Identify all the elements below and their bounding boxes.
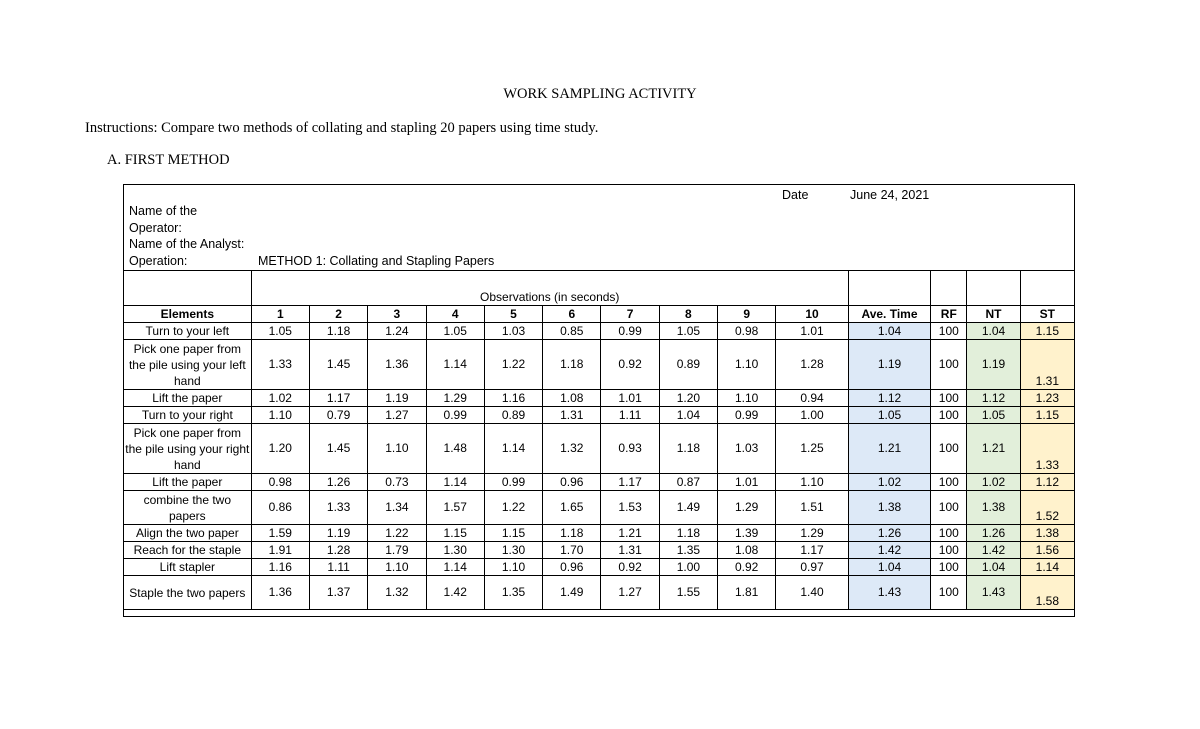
ave-time-cell: 1.05 (848, 407, 930, 424)
nt-cell: 1.04 (967, 323, 1020, 340)
observation-cell: 0.85 (543, 323, 601, 340)
observation-cell: 1.22 (484, 491, 542, 525)
column-header: 6 (543, 306, 601, 323)
column-header: Ave. Time (848, 306, 930, 323)
ave-time-cell: 1.02 (848, 474, 930, 491)
instructions-text: Instructions: Compare two methods of collating and stapling 20 papers using time study. (85, 120, 599, 136)
observation-cell: 0.99 (426, 407, 484, 424)
column-header: 10 (776, 306, 848, 323)
column-header: 2 (309, 306, 367, 323)
st-cell: 1.33 (1020, 424, 1074, 474)
table-row (124, 576, 1075, 610)
st-cell: 1.15 (1020, 407, 1074, 424)
time-study-form (123, 184, 1075, 617)
st-cell: 1.52 (1020, 491, 1074, 525)
observation-cell: 1.40 (776, 576, 848, 610)
element-cell: Align the two paper (124, 525, 252, 542)
observation-cell: 0.96 (543, 474, 601, 491)
element-cell: Turn to your right (124, 407, 252, 424)
observation-cell: 1.10 (718, 340, 776, 390)
operation-value: METHOD 1: Collating and Stapling Papers (258, 254, 495, 268)
observation-cell: 1.15 (484, 525, 542, 542)
observation-cell: 0.94 (776, 390, 848, 407)
observation-cell: 0.99 (484, 474, 542, 491)
observation-cell: 1.81 (718, 576, 776, 610)
nt-cell: 1.12 (967, 390, 1020, 407)
observation-cell: 1.14 (484, 424, 542, 474)
observation-cell: 1.08 (543, 390, 601, 407)
observation-cell: 0.87 (659, 474, 717, 491)
observation-cell: 1.21 (601, 525, 659, 542)
nt-cell: 1.04 (967, 559, 1020, 576)
st-cell: 1.31 (1020, 340, 1074, 390)
blank-cell (967, 271, 1020, 306)
observation-cell: 1.01 (601, 390, 659, 407)
observation-cell: 1.31 (601, 542, 659, 559)
observation-cell: 1.10 (718, 390, 776, 407)
blank-cell (124, 271, 252, 306)
rf-cell: 100 (931, 474, 967, 491)
observation-cell: 1.16 (251, 559, 309, 576)
column-header: Elements (124, 306, 252, 323)
st-cell: 1.15 (1020, 323, 1074, 340)
nt-cell: 1.26 (967, 525, 1020, 542)
table-title-row (124, 271, 1075, 306)
observation-cell: 1.26 (309, 474, 367, 491)
observation-cell: 1.29 (718, 491, 776, 525)
table-row (124, 340, 1075, 390)
rf-cell: 100 (931, 340, 967, 390)
observation-cell: 1.22 (484, 340, 542, 390)
observation-cell: 1.57 (426, 491, 484, 525)
table-row (124, 525, 1075, 542)
observation-cell: 0.86 (251, 491, 309, 525)
observation-cell: 1.35 (484, 576, 542, 610)
observation-cell: 1.59 (251, 525, 309, 542)
observation-cell: 0.89 (659, 340, 717, 390)
observation-cell: 0.93 (601, 424, 659, 474)
observation-cell: 1.28 (776, 340, 848, 390)
nt-cell: 1.05 (967, 407, 1020, 424)
observation-cell: 1.33 (309, 491, 367, 525)
observation-cell: 1.00 (776, 407, 848, 424)
observation-cell: 1.10 (484, 559, 542, 576)
operation-label: Operation: (129, 254, 188, 268)
observation-cell: 0.96 (543, 559, 601, 576)
column-header: 8 (659, 306, 717, 323)
observation-cell: 1.05 (659, 323, 717, 340)
table-row (124, 559, 1075, 576)
st-cell: 1.23 (1020, 390, 1074, 407)
st-cell: 1.14 (1020, 559, 1074, 576)
observation-cell: 1.14 (426, 474, 484, 491)
observation-cell: 1.05 (426, 323, 484, 340)
ave-time-cell: 1.04 (848, 559, 930, 576)
observation-cell: 0.92 (718, 559, 776, 576)
observation-cell: 1.16 (484, 390, 542, 407)
observation-cell: 1.01 (776, 323, 848, 340)
column-header: 9 (718, 306, 776, 323)
element-cell: Turn to your left (124, 323, 252, 340)
observation-cell: 1.32 (543, 424, 601, 474)
ave-time-cell: 1.21 (848, 424, 930, 474)
observation-cell: 1.17 (601, 474, 659, 491)
element-cell: Lift the paper (124, 390, 252, 407)
observation-cell: 0.89 (484, 407, 542, 424)
observation-cell: 1.10 (251, 407, 309, 424)
observation-cell: 1.18 (659, 424, 717, 474)
element-cell: combine the two papers (124, 491, 252, 525)
rf-cell: 100 (931, 525, 967, 542)
observation-cell: 1.53 (601, 491, 659, 525)
nt-cell: 1.43 (967, 576, 1020, 610)
date-value: June 24, 2021 (850, 188, 930, 202)
observation-cell: 1.05 (251, 323, 309, 340)
observation-cell: 0.98 (251, 474, 309, 491)
column-header: 7 (601, 306, 659, 323)
rf-cell: 100 (931, 407, 967, 424)
observation-cell: 1.31 (543, 407, 601, 424)
observation-cell: 0.92 (601, 559, 659, 576)
observation-cell: 1.55 (659, 576, 717, 610)
observation-cell: 1.03 (718, 424, 776, 474)
rf-cell: 100 (931, 491, 967, 525)
st-cell: 1.56 (1020, 542, 1074, 559)
column-header: NT (967, 306, 1020, 323)
observation-cell: 1.37 (309, 576, 367, 610)
observation-cell: 1.18 (543, 525, 601, 542)
rf-cell: 100 (931, 390, 967, 407)
observation-cell: 1.22 (368, 525, 426, 542)
observation-cell: 1.49 (659, 491, 717, 525)
column-header: 3 (368, 306, 426, 323)
observation-cell: 1.10 (776, 474, 848, 491)
observation-cell: 0.79 (309, 407, 367, 424)
st-cell: 1.12 (1020, 474, 1074, 491)
table-row (124, 390, 1075, 407)
element-cell: Lift stapler (124, 559, 252, 576)
document-title: WORK SAMPLING ACTIVITY (503, 86, 697, 102)
observation-cell: 1.39 (718, 525, 776, 542)
observation-cell: 0.99 (601, 323, 659, 340)
observation-cell: 1.33 (251, 340, 309, 390)
observation-cell: 0.97 (776, 559, 848, 576)
rf-cell: 100 (931, 576, 967, 610)
blank-cell (931, 271, 967, 306)
observation-cell: 1.34 (368, 491, 426, 525)
observation-cell: 0.98 (718, 323, 776, 340)
observation-cell: 1.02 (251, 390, 309, 407)
observation-cell: 1.29 (426, 390, 484, 407)
observation-cell: 1.14 (426, 559, 484, 576)
table-header-row (124, 306, 1075, 323)
observation-cell: 1.00 (659, 559, 717, 576)
observation-cell: 0.73 (368, 474, 426, 491)
ave-time-cell: 1.42 (848, 542, 930, 559)
observation-cell: 1.04 (659, 407, 717, 424)
observation-cell: 1.35 (659, 542, 717, 559)
column-header: 4 (426, 306, 484, 323)
observation-cell: 0.92 (601, 340, 659, 390)
table-row (124, 424, 1075, 474)
observation-cell: 1.10 (368, 559, 426, 576)
observation-cell: 1.28 (309, 542, 367, 559)
observation-cell: 1.29 (776, 525, 848, 542)
observation-cell: 0.99 (718, 407, 776, 424)
column-header: 5 (484, 306, 542, 323)
rf-cell: 100 (931, 424, 967, 474)
observation-cell: 1.10 (368, 424, 426, 474)
ave-time-cell: 1.38 (848, 491, 930, 525)
observation-cell: 1.51 (776, 491, 848, 525)
observations-table (123, 270, 1075, 610)
table-row (124, 491, 1075, 525)
column-header: 1 (251, 306, 309, 323)
observation-cell: 1.48 (426, 424, 484, 474)
rf-cell: 100 (931, 559, 967, 576)
observation-cell: 1.17 (776, 542, 848, 559)
observation-cell: 1.27 (368, 407, 426, 424)
observation-cell: 1.08 (718, 542, 776, 559)
ave-time-cell: 1.19 (848, 340, 930, 390)
observation-cell: 1.18 (659, 525, 717, 542)
date-label: Date (782, 188, 809, 202)
observation-cell: 1.17 (309, 390, 367, 407)
observation-cell: 1.19 (368, 390, 426, 407)
observation-cell: 1.01 (718, 474, 776, 491)
observation-cell: 1.20 (251, 424, 309, 474)
observation-cell: 1.25 (776, 424, 848, 474)
operator-label: Name of the Operator: (129, 204, 198, 235)
ave-time-cell: 1.12 (848, 390, 930, 407)
observation-cell: 1.27 (601, 576, 659, 610)
st-cell: 1.38 (1020, 525, 1074, 542)
table-row (124, 542, 1075, 559)
section-heading: A. FIRST METHOD (107, 152, 230, 168)
observation-cell: 1.42 (426, 576, 484, 610)
observation-cell: 1.45 (309, 340, 367, 390)
ave-time-cell: 1.04 (848, 323, 930, 340)
column-header: RF (931, 306, 967, 323)
observations-title: Observations (in seconds) (251, 271, 848, 306)
observation-cell: 1.14 (426, 340, 484, 390)
rf-cell: 100 (931, 323, 967, 340)
observation-cell: 1.19 (309, 525, 367, 542)
table-row (124, 407, 1075, 424)
observation-cell: 1.65 (543, 491, 601, 525)
st-cell: 1.58 (1020, 576, 1074, 610)
observation-cell: 1.30 (484, 542, 542, 559)
observation-cell: 1.20 (659, 390, 717, 407)
element-cell: Pick one paper from the pile using your right hand (125, 425, 250, 472)
table-row (124, 474, 1075, 491)
observation-cell: 1.18 (543, 340, 601, 390)
observation-cell: 1.24 (368, 323, 426, 340)
observation-cell: 1.45 (309, 424, 367, 474)
observation-cell: 1.15 (426, 525, 484, 542)
nt-cell: 1.42 (967, 542, 1020, 559)
observation-cell: 1.03 (484, 323, 542, 340)
nt-cell: 1.02 (967, 474, 1020, 491)
analyst-label: Name of the Analyst: (129, 237, 245, 251)
observation-cell: 1.79 (368, 542, 426, 559)
observation-cell: 1.18 (309, 323, 367, 340)
nt-cell: 1.38 (967, 491, 1020, 525)
observation-cell: 1.30 (426, 542, 484, 559)
element-cell: Lift the paper (124, 474, 252, 491)
nt-cell: 1.21 (967, 424, 1020, 474)
column-header: ST (1020, 306, 1074, 323)
element-cell: Pick one paper from the pile using your left hand (124, 340, 252, 390)
table-row (124, 323, 1075, 340)
ave-time-cell: 1.43 (848, 576, 930, 610)
blank-cell (848, 271, 930, 306)
rf-cell: 100 (931, 542, 967, 559)
observation-cell: 1.11 (601, 407, 659, 424)
observation-cell: 1.36 (251, 576, 309, 610)
element-cell: Staple the two papers (124, 576, 252, 610)
observation-cell: 1.32 (368, 576, 426, 610)
observation-cell: 1.36 (368, 340, 426, 390)
observation-cell: 1.70 (543, 542, 601, 559)
element-cell: Reach for the staple (124, 542, 252, 559)
observation-cell: 1.91 (251, 542, 309, 559)
nt-cell: 1.19 (967, 340, 1020, 390)
observation-cell: 1.11 (309, 559, 367, 576)
ave-time-cell: 1.26 (848, 525, 930, 542)
blank-cell (1020, 271, 1074, 306)
observation-cell: 1.49 (543, 576, 601, 610)
